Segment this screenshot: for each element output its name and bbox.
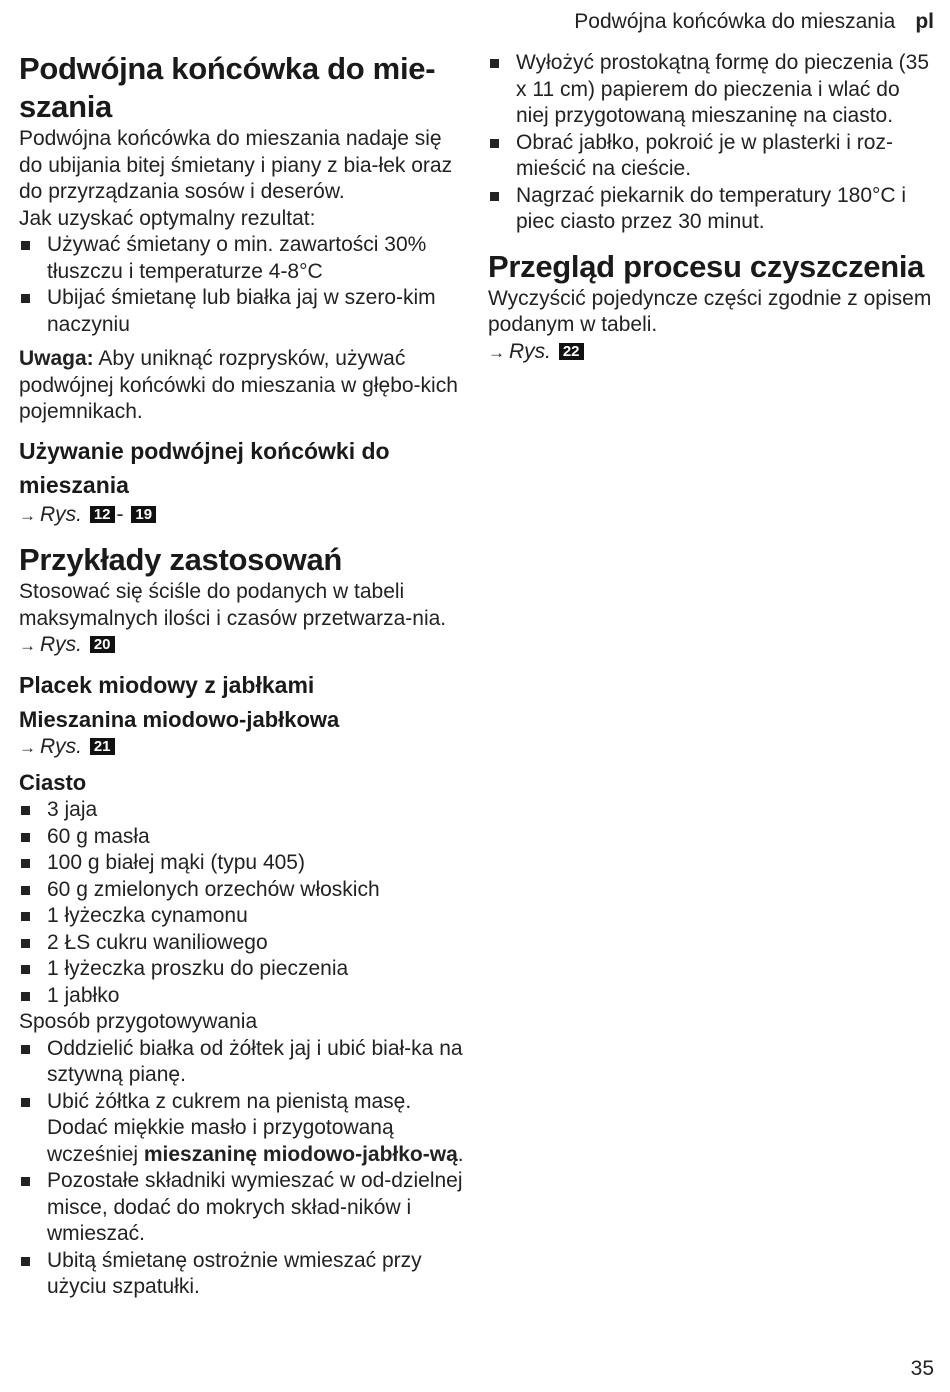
figure-badge: 20: [90, 636, 115, 653]
tips-list: [19, 232, 469, 338]
list-item: 2 ŁS cukru waniliowego: [19, 930, 469, 957]
ref-label: Rys.: [40, 734, 82, 758]
arrow-right-icon: →: [488, 342, 505, 362]
cleaning-text: Wyczyścić pojedyncze części zgodnie z opisem podanym w tabeli.: [488, 286, 932, 336]
list-item: Oddzielić białka od żółtek jaj i ubić biał-ka na sztywną pianę.: [19, 1036, 469, 1089]
list-item: 60 g zmielonych orzechów włoskich: [19, 877, 469, 904]
list-item: Używać śmietany o min. zawartości 30% tłuszczu i temperaturze 4-8°C: [19, 232, 469, 285]
step-text-end: .: [457, 1142, 464, 1166]
language-code: pl: [915, 10, 934, 33]
heading-mixer: Podwójna końcówka do mie-szania: [19, 51, 436, 124]
figure-badge: 22: [559, 343, 584, 360]
heading-examples: Przykłady zastosowań: [19, 542, 343, 577]
right-column: [488, 50, 934, 366]
figure-reference: [19, 632, 469, 660]
heading-cleaning: Przegląd procesu czyszczenia: [488, 248, 925, 284]
list-item: 100 g białej mąki (typu 405): [19, 850, 469, 877]
header-title: Podwójna końcówka do mieszania: [574, 10, 896, 33]
note-text: Aby uniknąć rozprysków, używać podwójnej końcówki do mieszania w głębo-kich pojemnikach.: [19, 347, 458, 423]
figure-badge: 19: [131, 506, 156, 523]
figure-reference: [19, 734, 469, 762]
mixer-intro: Podwójna końcówka do mieszania nadaje się do ubijania bitej śmietany i piany z bia-łek oraz do przyrządzania sosów i deserów.: [19, 127, 453, 203]
page-number: 35: [910, 1356, 934, 1380]
step-text: Ubić żółtka z cukrem na pienistą masę. Dodać miękkie masło i przygotowaną wcześniej: [47, 1089, 412, 1166]
figure-reference: [19, 502, 469, 530]
step-emphasis: mieszaninę miodowo-jabłko-wą: [143, 1142, 458, 1166]
note: [19, 346, 469, 426]
ref-label: Rys.: [40, 502, 82, 526]
figure-badge: 21: [90, 738, 115, 755]
list-item: Pozostałe składniki wymieszać w od-dzielnej misce, dodać do mokrych skład-ników i wmieszać.: [19, 1168, 469, 1248]
list-item: [19, 1089, 469, 1169]
note-label: Uwaga:: [19, 347, 94, 370]
arrow-right-icon: →: [19, 636, 36, 655]
method-label: Sposób przygotowywania: [19, 1010, 258, 1033]
page-header: [574, 8, 934, 36]
left-column: [19, 50, 469, 1301]
list-item: Wyłożyć prostokątną formę do pieczenia (35 x 11 cm) papierem do pieczenia i wlać do niej przygotowaną mieszaninę na ciasto.: [488, 50, 934, 130]
list-item: 1 łyżeczka proszku do pieczenia: [19, 956, 469, 983]
heading-mix: Mieszanina miodowo-jabłkowa: [19, 706, 340, 732]
heading-cake: Placek miodowy z jabłkami: [19, 671, 315, 698]
ref-label: Rys.: [40, 633, 82, 656]
list-item: Obrać jabłko, pokroić je w plasterki i roz-mieścić na cieście.: [488, 130, 934, 183]
heading-using: Używanie podwójnej końcówki do mieszania: [19, 437, 390, 498]
figure-badge: 12: [90, 506, 115, 523]
arrow-right-icon: →: [19, 737, 36, 757]
list-item: Ubitą śmietanę ostrożnie wmieszać przy użyciu szpatułki.: [19, 1248, 469, 1301]
figure-reference: [488, 339, 934, 367]
list-item: 60 g masła: [19, 824, 469, 851]
heading-dough: Ciasto: [19, 770, 87, 795]
list-item: 3 jaja: [19, 797, 469, 824]
method-steps-continued: [488, 50, 934, 236]
method-steps: [19, 1036, 469, 1301]
list-item: Ubijać śmietanę lub białka jaj w szero-kim naczyniu: [19, 285, 469, 338]
result-question: Jak uzyskać optymalny rezultat:: [19, 206, 316, 230]
ref-separator: -: [116, 502, 124, 526]
arrow-right-icon: →: [19, 505, 36, 525]
examples-text: Stosować się ściśle do podanych w tabeli maksymalnych ilości i czasów przetwarza-nia.: [19, 580, 447, 630]
list-item: Nagrzać piekarnik do temperatury 180°C i piec ciasto przez 30 minut.: [488, 183, 934, 236]
ref-label: Rys.: [509, 339, 551, 363]
list-item: 1 łyżeczka cynamonu: [19, 903, 469, 930]
ingredients-list: [19, 797, 469, 1009]
list-item: 1 jabłko: [19, 983, 469, 1010]
